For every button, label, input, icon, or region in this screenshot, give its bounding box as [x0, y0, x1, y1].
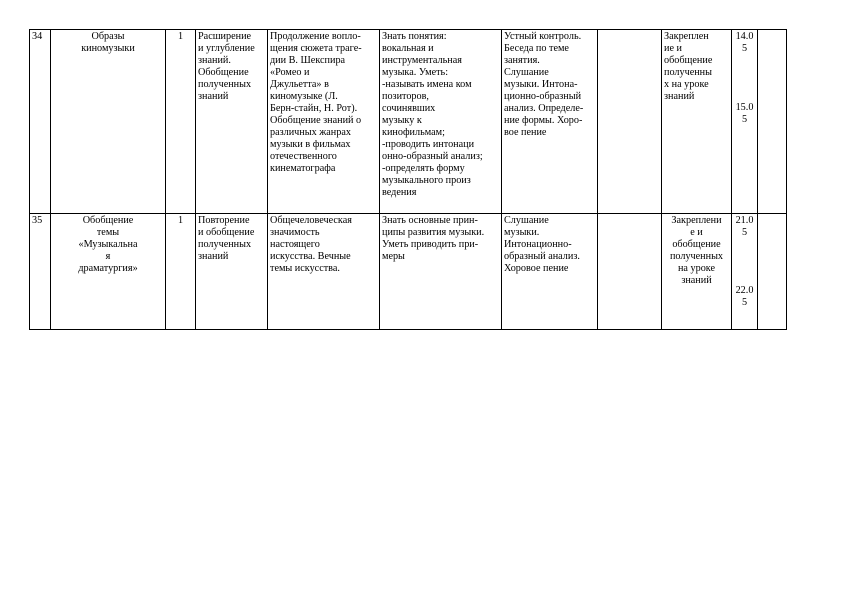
type-line: Повторение	[198, 215, 250, 226]
lesson-number-text: 34	[32, 31, 43, 42]
homework-line: знаний	[664, 91, 695, 102]
homework-line: х на уроке	[664, 79, 709, 90]
table-row	[30, 214, 787, 330]
lesson-date-plan	[732, 214, 758, 330]
control-line: Интонационно-	[504, 239, 572, 250]
control-line: Хоровое пение	[504, 263, 569, 274]
content-line: щения сюжета траге-	[270, 43, 362, 54]
date-line: 21.0	[735, 215, 754, 226]
content-line: «Ромео и	[270, 67, 310, 78]
content-line: отечественного	[270, 151, 337, 162]
date-line: 5	[741, 43, 748, 54]
requirements-line: кинофильмам;	[382, 127, 445, 138]
lesson-type	[196, 30, 268, 214]
content-line: Обобщение знаний о	[270, 115, 362, 126]
date-line: 22.0	[735, 285, 754, 296]
lesson-control	[502, 214, 598, 330]
lesson-homework	[662, 214, 732, 330]
requirements-line: музыка. Уметь:	[382, 67, 449, 78]
date-line: 5	[741, 114, 748, 125]
type-line: знаний	[198, 251, 229, 262]
homework-line: полученны	[664, 67, 712, 78]
control-line: ционно-образный	[504, 91, 582, 102]
lesson-date-fact	[758, 30, 787, 214]
content-line: различных жанрах	[270, 127, 351, 138]
lesson-number	[30, 214, 51, 330]
content-line: Джульетта» в	[270, 79, 329, 90]
lesson-requirements	[380, 214, 502, 330]
topic-line: киномузыки	[81, 43, 135, 54]
requirements-line: музыку к	[382, 115, 422, 126]
homework-line: обобщение	[664, 55, 713, 66]
topic-line: Образы	[91, 31, 125, 42]
empty-cell	[598, 214, 662, 330]
content-line: Общечеловеческая	[270, 215, 352, 226]
control-line: анализ. Определе-	[504, 103, 584, 114]
type-line: и углубление	[198, 43, 255, 54]
requirements-line: -проводить интонаци	[382, 139, 475, 150]
requirements-line: -называть имена ком	[382, 79, 472, 90]
requirements-line: инструментальная	[382, 55, 462, 66]
content-line: Продолжение вопло-	[270, 31, 361, 42]
requirements-line: Знать понятия:	[382, 31, 447, 42]
requirements-line: ведения	[382, 187, 417, 198]
topic-line: Обобщение	[82, 215, 134, 226]
control-line: Слушание	[504, 215, 549, 226]
content-line: темы искусства.	[270, 263, 340, 274]
requirements-line: меры	[382, 251, 405, 262]
homework-line: ие и	[664, 43, 682, 54]
content-line: значимость	[270, 227, 320, 238]
empty-cell	[598, 30, 662, 214]
lesson-number	[30, 30, 51, 214]
content-line: дии В. Шекспира	[270, 55, 346, 66]
topic-line: темы	[96, 227, 120, 238]
lesson-plan-table	[29, 29, 787, 330]
date-gap	[734, 239, 755, 285]
control-line: занятия.	[504, 55, 540, 66]
requirements-line: вокальная и	[382, 43, 434, 54]
homework-line: на уроке	[677, 263, 716, 274]
lesson-homework	[662, 30, 732, 214]
control-line: вое пение	[504, 127, 547, 138]
type-line: знаний.	[198, 55, 231, 66]
date-line: 5	[741, 297, 748, 308]
control-line: Беседа по теме	[504, 43, 569, 54]
type-line: знаний	[198, 91, 229, 102]
table-row	[30, 30, 787, 214]
homework-line: полученных	[669, 251, 724, 262]
topic-line: драматургия»	[78, 263, 138, 274]
homework-line: Закреплен	[664, 31, 709, 42]
topic-line: «Музыкальна	[78, 239, 138, 250]
control-line: музыки.	[504, 227, 540, 238]
lesson-type	[196, 214, 268, 330]
lesson-topic	[51, 214, 166, 330]
control-line: Устный контроль.	[504, 31, 582, 42]
topic-line: я	[105, 251, 111, 262]
lesson-topic	[51, 30, 166, 214]
lesson-hours	[166, 214, 196, 330]
content-line: кинематографа	[270, 163, 336, 174]
content-line: Берн-стайн, Н. Рот).	[270, 103, 358, 114]
lesson-number-text: 35	[32, 215, 43, 226]
control-line: ние формы. Хоро-	[504, 115, 583, 126]
lesson-date-plan	[732, 30, 758, 214]
homework-line: е и	[690, 227, 703, 238]
content-line: настоящего	[270, 239, 320, 250]
control-line: Слушание	[504, 67, 549, 78]
requirements-line: Уметь приводить при-	[382, 239, 479, 250]
date-gap	[734, 55, 755, 102]
lesson-content	[268, 214, 380, 330]
homework-line: Закреплени	[671, 215, 722, 226]
hours-text: 1	[177, 215, 184, 226]
lesson-hours	[166, 30, 196, 214]
hours-text: 1	[177, 31, 184, 42]
date-line: 5	[741, 227, 748, 238]
control-line: образный анализ.	[504, 251, 580, 262]
requirements-line: Знать основные прин-	[382, 215, 478, 226]
type-line: Расширение	[198, 31, 252, 42]
type-line: и обобщение	[198, 227, 255, 238]
lesson-content	[268, 30, 380, 214]
requirements-line: музыкального произ	[382, 175, 471, 186]
requirements-line: ципы развития музыки.	[382, 227, 485, 238]
control-line: музыки. Интона-	[504, 79, 578, 90]
date-line: 14.0	[735, 31, 754, 42]
content-line: киномузыке (Л.	[270, 91, 338, 102]
homework-line: обобщение	[672, 239, 721, 250]
requirements-line: сочинявших	[382, 103, 436, 114]
requirements-line: онно-образный анализ;	[382, 151, 483, 162]
date-line: 15.0	[735, 102, 754, 113]
requirements-line: позиторов,	[382, 91, 429, 102]
requirements-line: -определять форму	[382, 163, 465, 174]
type-line: Обобщение	[198, 67, 249, 78]
lesson-requirements	[380, 30, 502, 214]
content-line: искусства. Вечные	[270, 251, 351, 262]
lesson-date-fact	[758, 214, 787, 330]
type-line: полученных	[198, 239, 252, 250]
content-line: музыки в фильмах	[270, 139, 351, 150]
type-line: полученных	[198, 79, 252, 90]
homework-line: знаний	[681, 275, 712, 286]
lesson-control	[502, 30, 598, 214]
